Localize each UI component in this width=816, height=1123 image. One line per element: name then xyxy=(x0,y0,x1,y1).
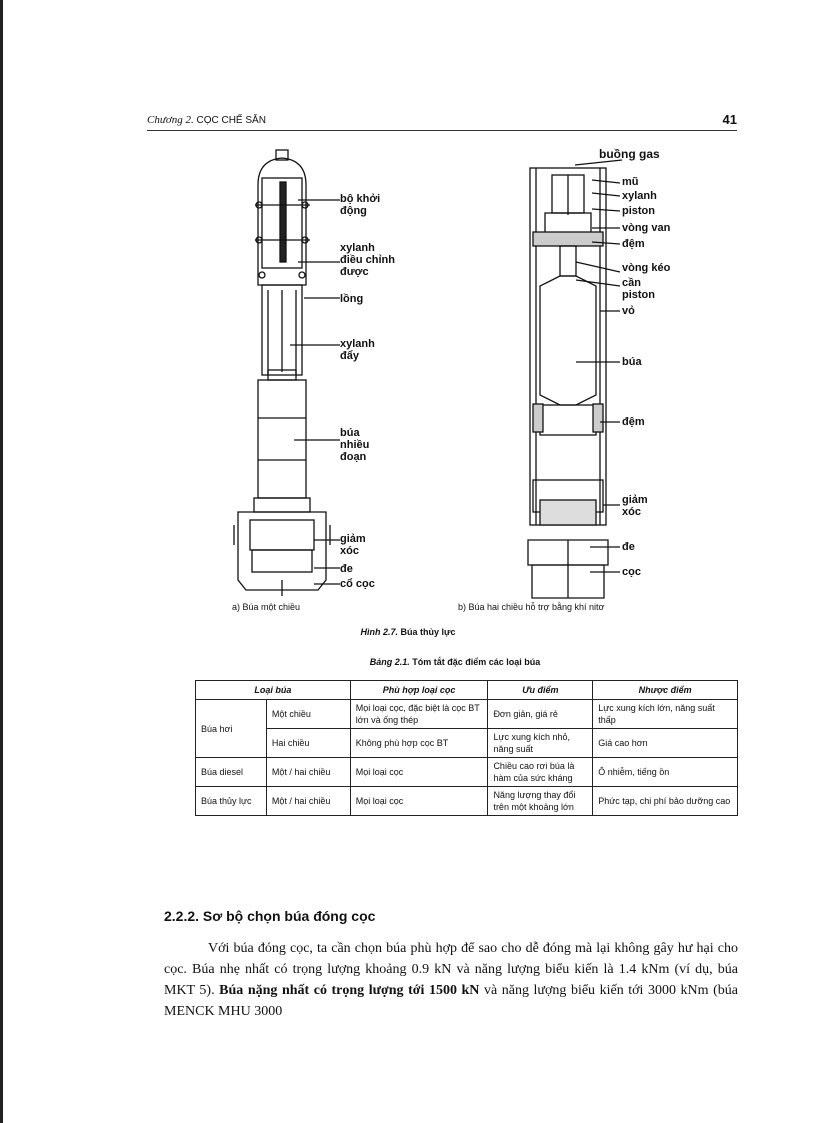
chapter-label: Chương 2. CỌC CHẾ SẴN xyxy=(147,114,266,126)
label-hammer: búa xyxy=(622,356,642,368)
label-cushion-2: đệm xyxy=(622,416,645,428)
cell-type: Búa hơi xyxy=(196,700,267,758)
cell-variant: Một chiều xyxy=(266,700,350,729)
cell-variant: Hai chiều xyxy=(266,729,350,758)
cell-suitable: Mọi loại cọc xyxy=(350,758,488,787)
cell-suitable: Mọi loại cọc xyxy=(350,787,488,816)
label-damper-a: giảm xóc xyxy=(340,533,366,557)
label-anvil-a: đe xyxy=(340,563,353,575)
label-starter: bộ khởi động xyxy=(340,193,381,217)
label-cage: lồng xyxy=(340,293,364,305)
label-pile-neck: cổ cọc xyxy=(340,578,375,590)
label-shell: vỏ xyxy=(622,305,635,317)
cell-advantage: Chiều cao rơi búa là hàm của sức kháng xyxy=(488,758,593,787)
col-advantages: Ưu điểm xyxy=(488,681,593,700)
double-acting-shell xyxy=(530,168,606,525)
label-gas-chamber: buồng gas xyxy=(599,147,660,161)
table-row xyxy=(196,758,738,787)
cell-disadvantage: Phức tạp, chi phí bảo dưỡng cao xyxy=(593,787,738,816)
label-segment-hammer: búa nhiều đoạn xyxy=(340,427,370,463)
cell-disadvantage: Giá cao hơn xyxy=(593,729,738,758)
body-paragraph: Với búa đóng cọc, ta cần chọn búa phù hợp để sao cho dễ đóng mà lại không gây hư hại cho cọc. Búa nhẹ nhất có trọng lượng khoảng 0.9 kN và năng lượng biểu kiến là 1.4 kNm (ví dụ, búa MKT 5). Búa nặng nhất có trọng lượng tới 1500 kN và năng lượng biểu kiến tới 3000 kNm (búa MENCK MHU 3000 xyxy=(164,941,738,1019)
table-row xyxy=(196,787,738,816)
label-cap: mũ xyxy=(622,176,639,188)
hammer-summary-table xyxy=(195,680,738,816)
label-piston: piston xyxy=(622,205,655,217)
table-title: Bảng 2.1. Tóm tắt đặc điểm các loại búa xyxy=(369,657,541,667)
cell-type: Búa thủy lực xyxy=(196,787,267,816)
page-number: 41 xyxy=(722,112,737,127)
caption-b: b) Búa hai chiều hỗ trợ bằng khí nitơ xyxy=(458,602,605,612)
cell-advantage: Lực xung kích nhỏ, năng suất xyxy=(488,729,593,758)
table-header-row xyxy=(196,681,738,700)
label-damper-b: giảm xóc xyxy=(622,494,648,518)
label-pile: cọc xyxy=(622,566,641,578)
cell-advantage: Năng lượng thay đổi trên một khoảng lớn xyxy=(488,787,593,816)
figure-title: Hình 2.7. Búa thủy lực xyxy=(360,627,456,637)
cell-suitable: Không phù hợp cọc BT xyxy=(350,729,488,758)
segment-hammer xyxy=(258,380,306,498)
table-row xyxy=(196,700,738,729)
label-valve-ring: vòng van xyxy=(622,222,671,234)
col-suitable-pile: Phù hợp loại cọc xyxy=(350,681,488,700)
label-pull-ring: vòng kéo xyxy=(622,262,671,274)
label-cylinder: xylanh xyxy=(622,190,657,202)
label-cushion: đệm xyxy=(622,238,645,250)
cell-disadvantage: Ô nhiễm, tiếng ồn xyxy=(593,758,738,787)
anvil-frame xyxy=(238,512,326,590)
cell-type: Búa diesel xyxy=(196,758,267,787)
label-piston-rod: cần piston xyxy=(622,277,655,301)
caption-a: a) Búa một chiều xyxy=(232,602,301,612)
col-hammer-type: Loại búa xyxy=(196,681,351,700)
label-push-cylinder: xylanh đẩy xyxy=(340,338,375,362)
cell-variant: Một / hai chiều xyxy=(266,787,350,816)
cell-advantage: Đơn giản, giá rẻ xyxy=(488,700,593,729)
label-anvil-b: đe xyxy=(622,541,635,553)
label-adjustable-cylinder: xylanh điều chỉnh được xyxy=(340,242,395,278)
cell-suitable: Mọi loại cọc, đặc biệt là cọc BT lớn và ống thép xyxy=(350,700,488,729)
hammer-ram xyxy=(540,276,596,405)
col-disadvantages: Nhược điểm xyxy=(593,681,738,700)
section-heading: 2.2.2. Sơ bộ chọn búa đóng cọc xyxy=(164,908,376,924)
table-row xyxy=(196,729,738,758)
cell-disadvantage: Lực xung kích lớn, năng suất thấp xyxy=(593,700,738,729)
cell-variant: Một / hai chiều xyxy=(266,758,350,787)
